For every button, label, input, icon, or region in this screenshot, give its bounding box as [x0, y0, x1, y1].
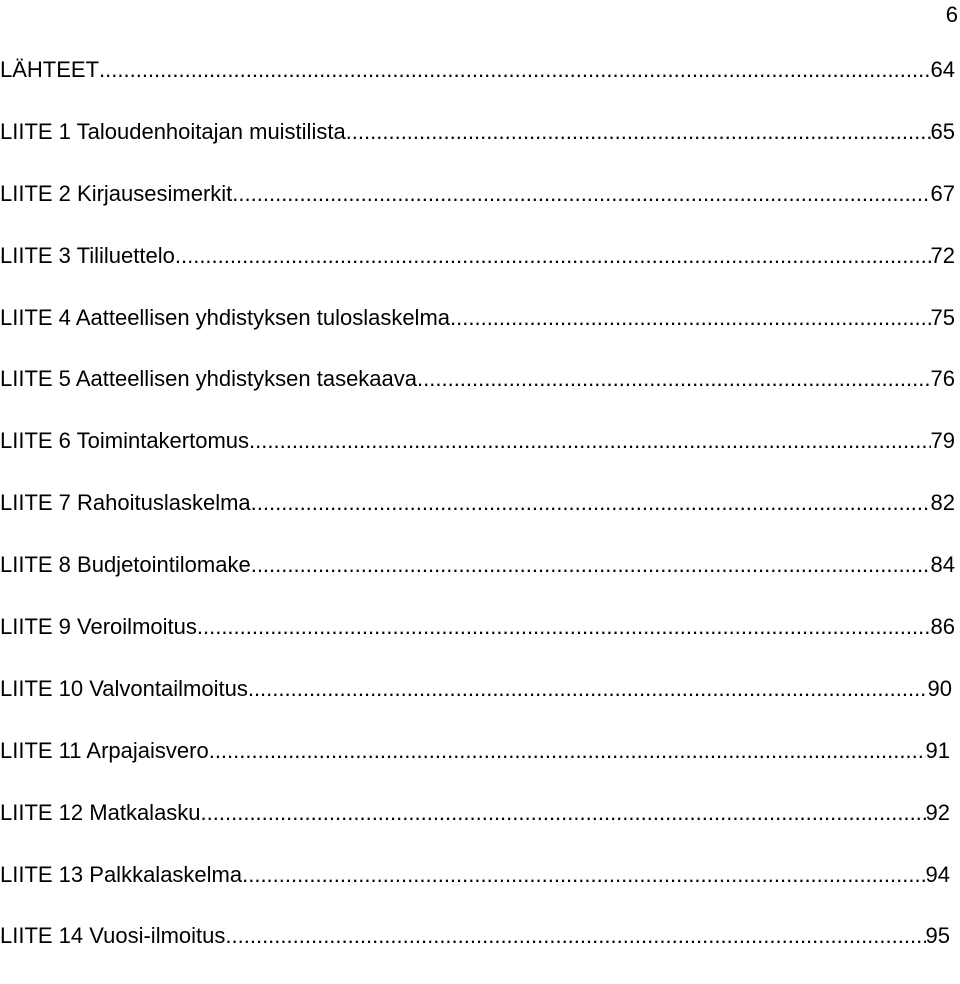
toc-dot-leader: [346, 118, 931, 146]
toc-entry-page-number: 76: [930, 366, 955, 392]
toc-entry-title: LÄHTEET: [0, 57, 100, 82]
toc-entry[interactable]: [0, 799, 960, 861]
toc-entry-page-number: 92: [925, 799, 950, 825]
toc-entry-title: LIITE 2 Kirjausesimerkit: [0, 180, 233, 206]
toc-dot-leader: [251, 489, 931, 517]
toc-entry[interactable]: [0, 922, 960, 984]
toc-entry-title: LIITE 1 Taloudenhoitajan muistilista: [0, 118, 346, 144]
toc-dot-leader: [251, 551, 931, 579]
toc-entry[interactable]: [0, 427, 960, 489]
toc-entry-title: LIITE 4 Aatteellisen yhdistyksen tuloslaskelma: [0, 304, 451, 330]
toc-entry-page-number: 86: [930, 614, 955, 640]
toc-dot-leader: [450, 304, 931, 332]
toc-entry-title: LIITE 9 Veroilmoitus: [0, 614, 197, 640]
toc-entry[interactable]: [0, 861, 960, 923]
toc-entry[interactable]: [0, 180, 960, 242]
toc-entry-page-number: 79: [930, 428, 955, 454]
toc-entry-title: LIITE 13 Palkkalaskelma: [0, 861, 243, 887]
toc-entry-page-number: 72: [930, 242, 955, 268]
table-of-contents: [0, 56, 960, 984]
toc-entry[interactable]: [0, 551, 960, 613]
toc-entry-page-number: 67: [930, 180, 955, 206]
toc-entry-title: LIITE 5 Aatteellisen yhdistyksen tasekaava: [0, 366, 418, 392]
toc-entry[interactable]: [0, 242, 960, 304]
toc-entry-page-number: 91: [925, 737, 950, 763]
toc-dot-leader: [175, 242, 931, 270]
toc-entry[interactable]: [0, 118, 960, 180]
toc-entry[interactable]: [0, 613, 960, 675]
toc-entry[interactable]: [0, 737, 960, 799]
toc-entry-title: LIITE 12 Matkalasku: [0, 799, 201, 825]
toc-entry-page-number: 64: [930, 57, 955, 82]
toc-entry[interactable]: [0, 365, 960, 427]
toc-entry-page-number: 75: [930, 304, 955, 330]
toc-dot-leader: [99, 56, 930, 84]
toc-entry-title: LIITE 10 Valvontailmoitus: [0, 675, 248, 701]
toc-entry-title: LIITE 11 Arpajaisvero: [0, 737, 209, 763]
toc-entry[interactable]: [0, 675, 960, 737]
toc-dot-leader: [197, 613, 931, 641]
toc-dot-leader: [209, 737, 926, 765]
page-number: 6: [945, 2, 958, 27]
toc-entry-page-number: 84: [930, 552, 955, 578]
toc-dot-leader: [232, 180, 930, 208]
toc-dot-leader: [249, 427, 930, 455]
toc-dot-leader: [248, 675, 928, 703]
toc-entry-page-number: 95: [925, 923, 950, 949]
toc-entry-title: LIITE 8 Budjetointilomake: [0, 552, 251, 578]
toc-entry-title: LIITE 6 Toimintakertomus: [0, 428, 250, 454]
toc-entry-page-number: 94: [925, 861, 950, 887]
toc-dot-leader: [225, 922, 925, 950]
toc-dot-leader: [417, 365, 931, 393]
toc-entry-page-number: 65: [930, 118, 955, 144]
toc-entry-page-number: 90: [927, 675, 952, 701]
toc-entry-page-number: 82: [930, 490, 955, 516]
toc-dot-leader: [201, 799, 926, 827]
toc-entry[interactable]: [0, 304, 960, 366]
toc-entry-title: LIITE 7 Rahoituslaskelma: [0, 490, 251, 516]
toc-entry-title: LIITE 3 Tililuettelo: [0, 242, 175, 268]
toc-entry[interactable]: [0, 489, 960, 551]
toc-dot-leader: [242, 861, 925, 889]
toc-entry-title: LIITE 14 Vuosi-ilmoitus: [0, 923, 226, 949]
toc-entry[interactable]: [0, 56, 960, 118]
